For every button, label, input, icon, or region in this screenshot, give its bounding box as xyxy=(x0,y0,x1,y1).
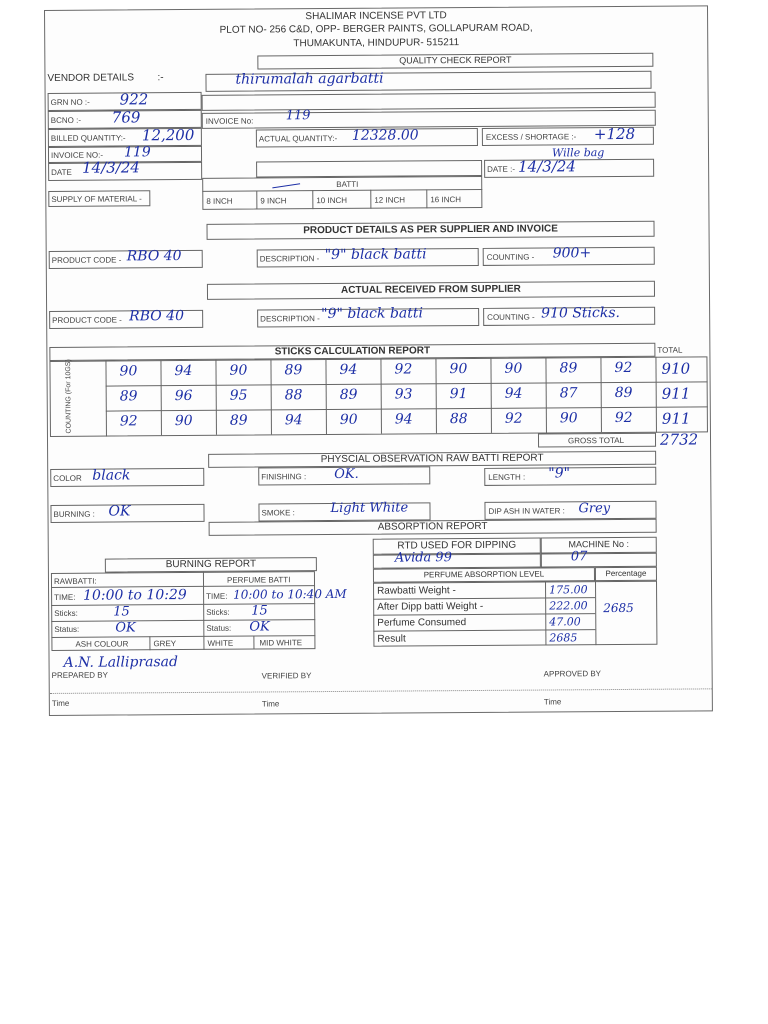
sticks-cell: 88 xyxy=(449,411,468,428)
company-name: SHALIMAR INCENSE PVT LTD xyxy=(305,10,447,23)
sticks-cell: 89 xyxy=(229,412,248,429)
qc-report-sheet xyxy=(44,5,713,716)
perf-status-label: Status: xyxy=(206,623,232,633)
bcno-value: 769 xyxy=(111,108,141,127)
physical-heading: PHYSCIAL OBSERVATION RAW BATTI REPORT xyxy=(320,452,544,466)
approved-by-label: APPROVED BY xyxy=(543,669,602,679)
grn-label: GRN NO :- xyxy=(50,97,90,107)
grn-value: 922 xyxy=(119,90,149,109)
perf-time-label: TIME: xyxy=(206,591,228,601)
billed-label: BILLED QUANTITY:- xyxy=(50,133,126,143)
raw-sticks-value: 15 xyxy=(113,604,130,620)
sticks-cell: 92 xyxy=(614,359,633,377)
ash-sep-1 xyxy=(149,636,150,650)
burning-heading: BURNING REPORT xyxy=(165,558,257,571)
company-address-2: THUMAKUNTA, HINDUPUR- 515211 xyxy=(293,37,460,50)
date-right-value: 14/3/24 xyxy=(518,157,576,176)
raw-time-value: 10:00 to 10:29 xyxy=(83,587,187,604)
ash-grey-label: GREY xyxy=(153,639,177,649)
billed-value: 12,200 xyxy=(141,125,195,145)
sticks-row-total: 911 xyxy=(661,384,691,403)
ps-desc-value: "9" black batti xyxy=(324,246,427,264)
invoice-no-value: 119 xyxy=(123,144,151,161)
date-middle-field xyxy=(256,160,482,178)
vendor-label: VENDOR DETAILS xyxy=(47,72,135,84)
wille-bag-note: Wille bag xyxy=(551,146,605,160)
sticks-cell: 96 xyxy=(174,387,193,405)
date-left-label: DATE xyxy=(51,167,72,177)
perf-sticks-value: 15 xyxy=(251,603,268,619)
sticks-cell: 90 xyxy=(339,411,358,428)
sticks-row-total: 911 xyxy=(661,409,691,428)
dip-label: DIP ASH IN WATER : xyxy=(488,506,565,516)
time-3-label: Time xyxy=(543,697,562,707)
smoke-label: SMOKE : xyxy=(261,508,295,518)
abs-row-3-value: 47.00 xyxy=(549,615,581,629)
excess-value: +128 xyxy=(593,124,636,144)
vendor-value: thirumalah agarbatti xyxy=(235,70,384,88)
excess-label: EXCESS / SHORTAGE :- xyxy=(485,132,577,142)
invoice-top-label: INVOICE No: xyxy=(205,116,254,126)
sticks-cell: 94 xyxy=(174,362,193,380)
rtd-value: Avida 99 xyxy=(394,550,453,566)
sticks-heading: STICKS CALCULATION REPORT xyxy=(274,345,431,358)
pct-label-box xyxy=(595,567,657,581)
pct-label: Percentage xyxy=(605,568,647,579)
ps-count-value: 900+ xyxy=(552,245,592,262)
ar-desc-value: "9" black batti xyxy=(321,305,424,323)
ar-count-label: COUNTING - xyxy=(487,312,535,322)
sticks-cell: 89 xyxy=(119,388,138,405)
abs-row-1-value: 175.00 xyxy=(549,583,588,597)
bcno-label: BCNO :- xyxy=(50,115,82,125)
sticks-cell: 89 xyxy=(559,360,578,377)
burning-value: OK xyxy=(108,503,131,520)
perf-sticks-label: Sticks: xyxy=(206,607,230,617)
sticks-cell: 90 xyxy=(449,361,468,378)
actual-received-heading: ACTUAL RECEIVED FROM SUPPLIER xyxy=(341,283,521,296)
ps-count-label: COUNTING - xyxy=(486,252,535,262)
sticks-cell: 92 xyxy=(614,409,633,427)
footer-divider xyxy=(50,688,712,694)
sticks-cell: 87 xyxy=(559,385,578,402)
gross-total-value: 2732 xyxy=(659,430,699,449)
finishing-label: FINISHING : xyxy=(261,472,307,482)
report-title: QUALITY CHECK REPORT xyxy=(399,54,512,66)
ps-code-value: RBO 40 xyxy=(126,248,182,265)
finishing-value: OK. xyxy=(334,466,359,482)
sticks-cell: 89 xyxy=(614,384,633,402)
sticks-total-label: TOTAL xyxy=(657,345,683,355)
gross-total-label: GROSS TOTAL xyxy=(567,435,625,446)
sticks-cell: 91 xyxy=(449,386,468,403)
length-value: "9" xyxy=(548,465,571,482)
sticks-cell: 94 xyxy=(284,412,303,429)
ash-white-label: WHITE xyxy=(207,638,234,648)
absorption-heading-box xyxy=(209,519,657,536)
batti-sep-4 xyxy=(426,189,427,208)
rtd-label: RTD USED FOR DIPPING xyxy=(397,539,517,552)
batti-size-9: 9 INCH xyxy=(260,196,287,206)
dip-value: Grey xyxy=(578,501,611,517)
sticks-cell: 89 xyxy=(339,386,358,403)
batti-sep-1 xyxy=(256,191,257,210)
date-left-value: 14/3/24 xyxy=(82,158,140,177)
ash-colour-label: ASH COLOUR xyxy=(75,639,129,649)
actual-received-heading-box xyxy=(207,281,655,300)
raw-status-label: Status: xyxy=(54,624,80,634)
batti-sep-2 xyxy=(312,190,313,209)
grn-right-field xyxy=(202,92,656,111)
batti-label: BATTI xyxy=(336,179,359,189)
color-label: COLOR xyxy=(53,473,82,483)
abs-pct-value: 2685 xyxy=(603,600,634,616)
physical-heading-box xyxy=(208,451,656,468)
abs-row-2-label: After Dipp batti Weight - xyxy=(377,600,484,613)
perf-time-value: 10:00 to 10:40 AM xyxy=(233,586,347,602)
ps-desc-label: DESCRIPTION - xyxy=(259,254,320,264)
level-label: PERFUME ABSORPTION LEVEL xyxy=(423,569,545,580)
absorption-heading: ABSORPTION REPORT xyxy=(377,520,488,533)
invoice-no-label: INVOICE NO:- xyxy=(50,150,104,160)
abs-row-2-value: 222.00 xyxy=(549,599,588,613)
ar-desc-label: DESCRIPTION - xyxy=(260,314,320,324)
sticks-cell: 94 xyxy=(339,361,358,378)
perf-status-value: OK xyxy=(249,619,270,635)
batti-size-12: 12 INCH xyxy=(374,195,406,205)
date-right-label: DATE :- xyxy=(487,164,516,174)
time-2-label: Time xyxy=(261,699,280,709)
ar-count-value: 910 Sticks. xyxy=(541,304,621,322)
batti-size-8: 8 INCH xyxy=(206,196,233,206)
invoice-top-value: 119 xyxy=(285,108,311,124)
sticks-cell: 88 xyxy=(284,387,303,404)
raw-sticks-label: Sticks: xyxy=(54,608,78,618)
vendor-sep: :- xyxy=(157,72,164,84)
company-address-1: PLOT NO- 256 C&D, OPP- BERGER PAINTS, GOLLAPURAM ROAD, xyxy=(219,22,533,36)
verified-by-label: VERIFIED BY xyxy=(261,671,312,681)
machine-label-box xyxy=(541,537,657,554)
sticks-cell: 90 xyxy=(229,362,248,379)
sticks-cell: 92 xyxy=(504,410,523,427)
time-1-label: Time xyxy=(51,698,70,708)
report-title-box xyxy=(257,53,653,70)
sticks-cell: 90 xyxy=(119,363,138,380)
machine-label: MACHINE No : xyxy=(568,538,630,550)
sticks-cell: 95 xyxy=(229,387,248,404)
batti-size-10: 10 INCH xyxy=(316,195,348,206)
sticks-cell: 90 xyxy=(559,410,578,427)
sticks-row-total: 910 xyxy=(661,359,691,378)
batti-size-16: 16 INCH xyxy=(430,195,462,205)
machine-value-box xyxy=(541,553,657,568)
product-supplier-heading: PRODUCT DETAILS AS PER SUPPLIER AND INVOICE xyxy=(303,223,558,237)
perfume-batti-label: PERFUME BATTI xyxy=(226,575,291,585)
sticks-grid xyxy=(49,356,708,437)
ar-code-label: PRODUCT CODE - xyxy=(52,315,122,325)
burning-heading-box xyxy=(105,557,317,572)
sticks-cell: 92 xyxy=(394,361,413,378)
ar-code-value: RBO 40 xyxy=(129,308,185,325)
length-label: LENGTH : xyxy=(488,472,526,482)
sticks-cell: 92 xyxy=(119,413,138,430)
product-supplier-heading-box xyxy=(206,221,654,240)
abs-row-1-label: Rawbatti Weight - xyxy=(377,585,456,597)
invoice-top-field xyxy=(202,110,656,129)
color-value: black xyxy=(92,467,131,484)
raw-status-value: OK xyxy=(115,620,136,636)
machine-value: 07 xyxy=(570,549,588,565)
sticks-side-label: COUNTING (For 10GS) xyxy=(65,359,73,434)
prepared-by-label: PREPARED BY xyxy=(51,670,108,680)
abs-row-4-label: Result xyxy=(377,633,406,645)
signature: A.N. Lalliprasad xyxy=(63,654,179,671)
abs-row-3-label: Perfume Consumed xyxy=(377,617,467,629)
actual-value: 12328.00 xyxy=(351,127,419,144)
raw-batti-label: RAWBATTI: xyxy=(53,576,97,586)
smoke-value: Light White xyxy=(330,500,409,517)
sticks-cell: 89 xyxy=(284,362,303,379)
sticks-cell: 94 xyxy=(394,411,413,428)
sticks-cell: 93 xyxy=(394,386,413,403)
ash-mid-white-label: MID WHITE xyxy=(259,638,303,648)
raw-time-label: TIME: xyxy=(54,592,76,602)
supply-label: SUPPLY OF MATERIAL - xyxy=(51,194,142,204)
ps-code-label: PRODUCT CODE - xyxy=(51,255,122,265)
level-label-box xyxy=(373,567,595,583)
sticks-cell: 94 xyxy=(504,385,523,402)
actual-label: ACTUAL QUANTITY:- xyxy=(258,133,338,144)
sticks-cell: 90 xyxy=(504,360,523,377)
batti-sep-3 xyxy=(370,190,371,209)
burning-label: BURNING : xyxy=(53,509,95,519)
sticks-cell: 90 xyxy=(174,412,193,430)
ash-sep-2 xyxy=(253,636,254,650)
abs-row-4-value: 2685 xyxy=(549,631,578,645)
